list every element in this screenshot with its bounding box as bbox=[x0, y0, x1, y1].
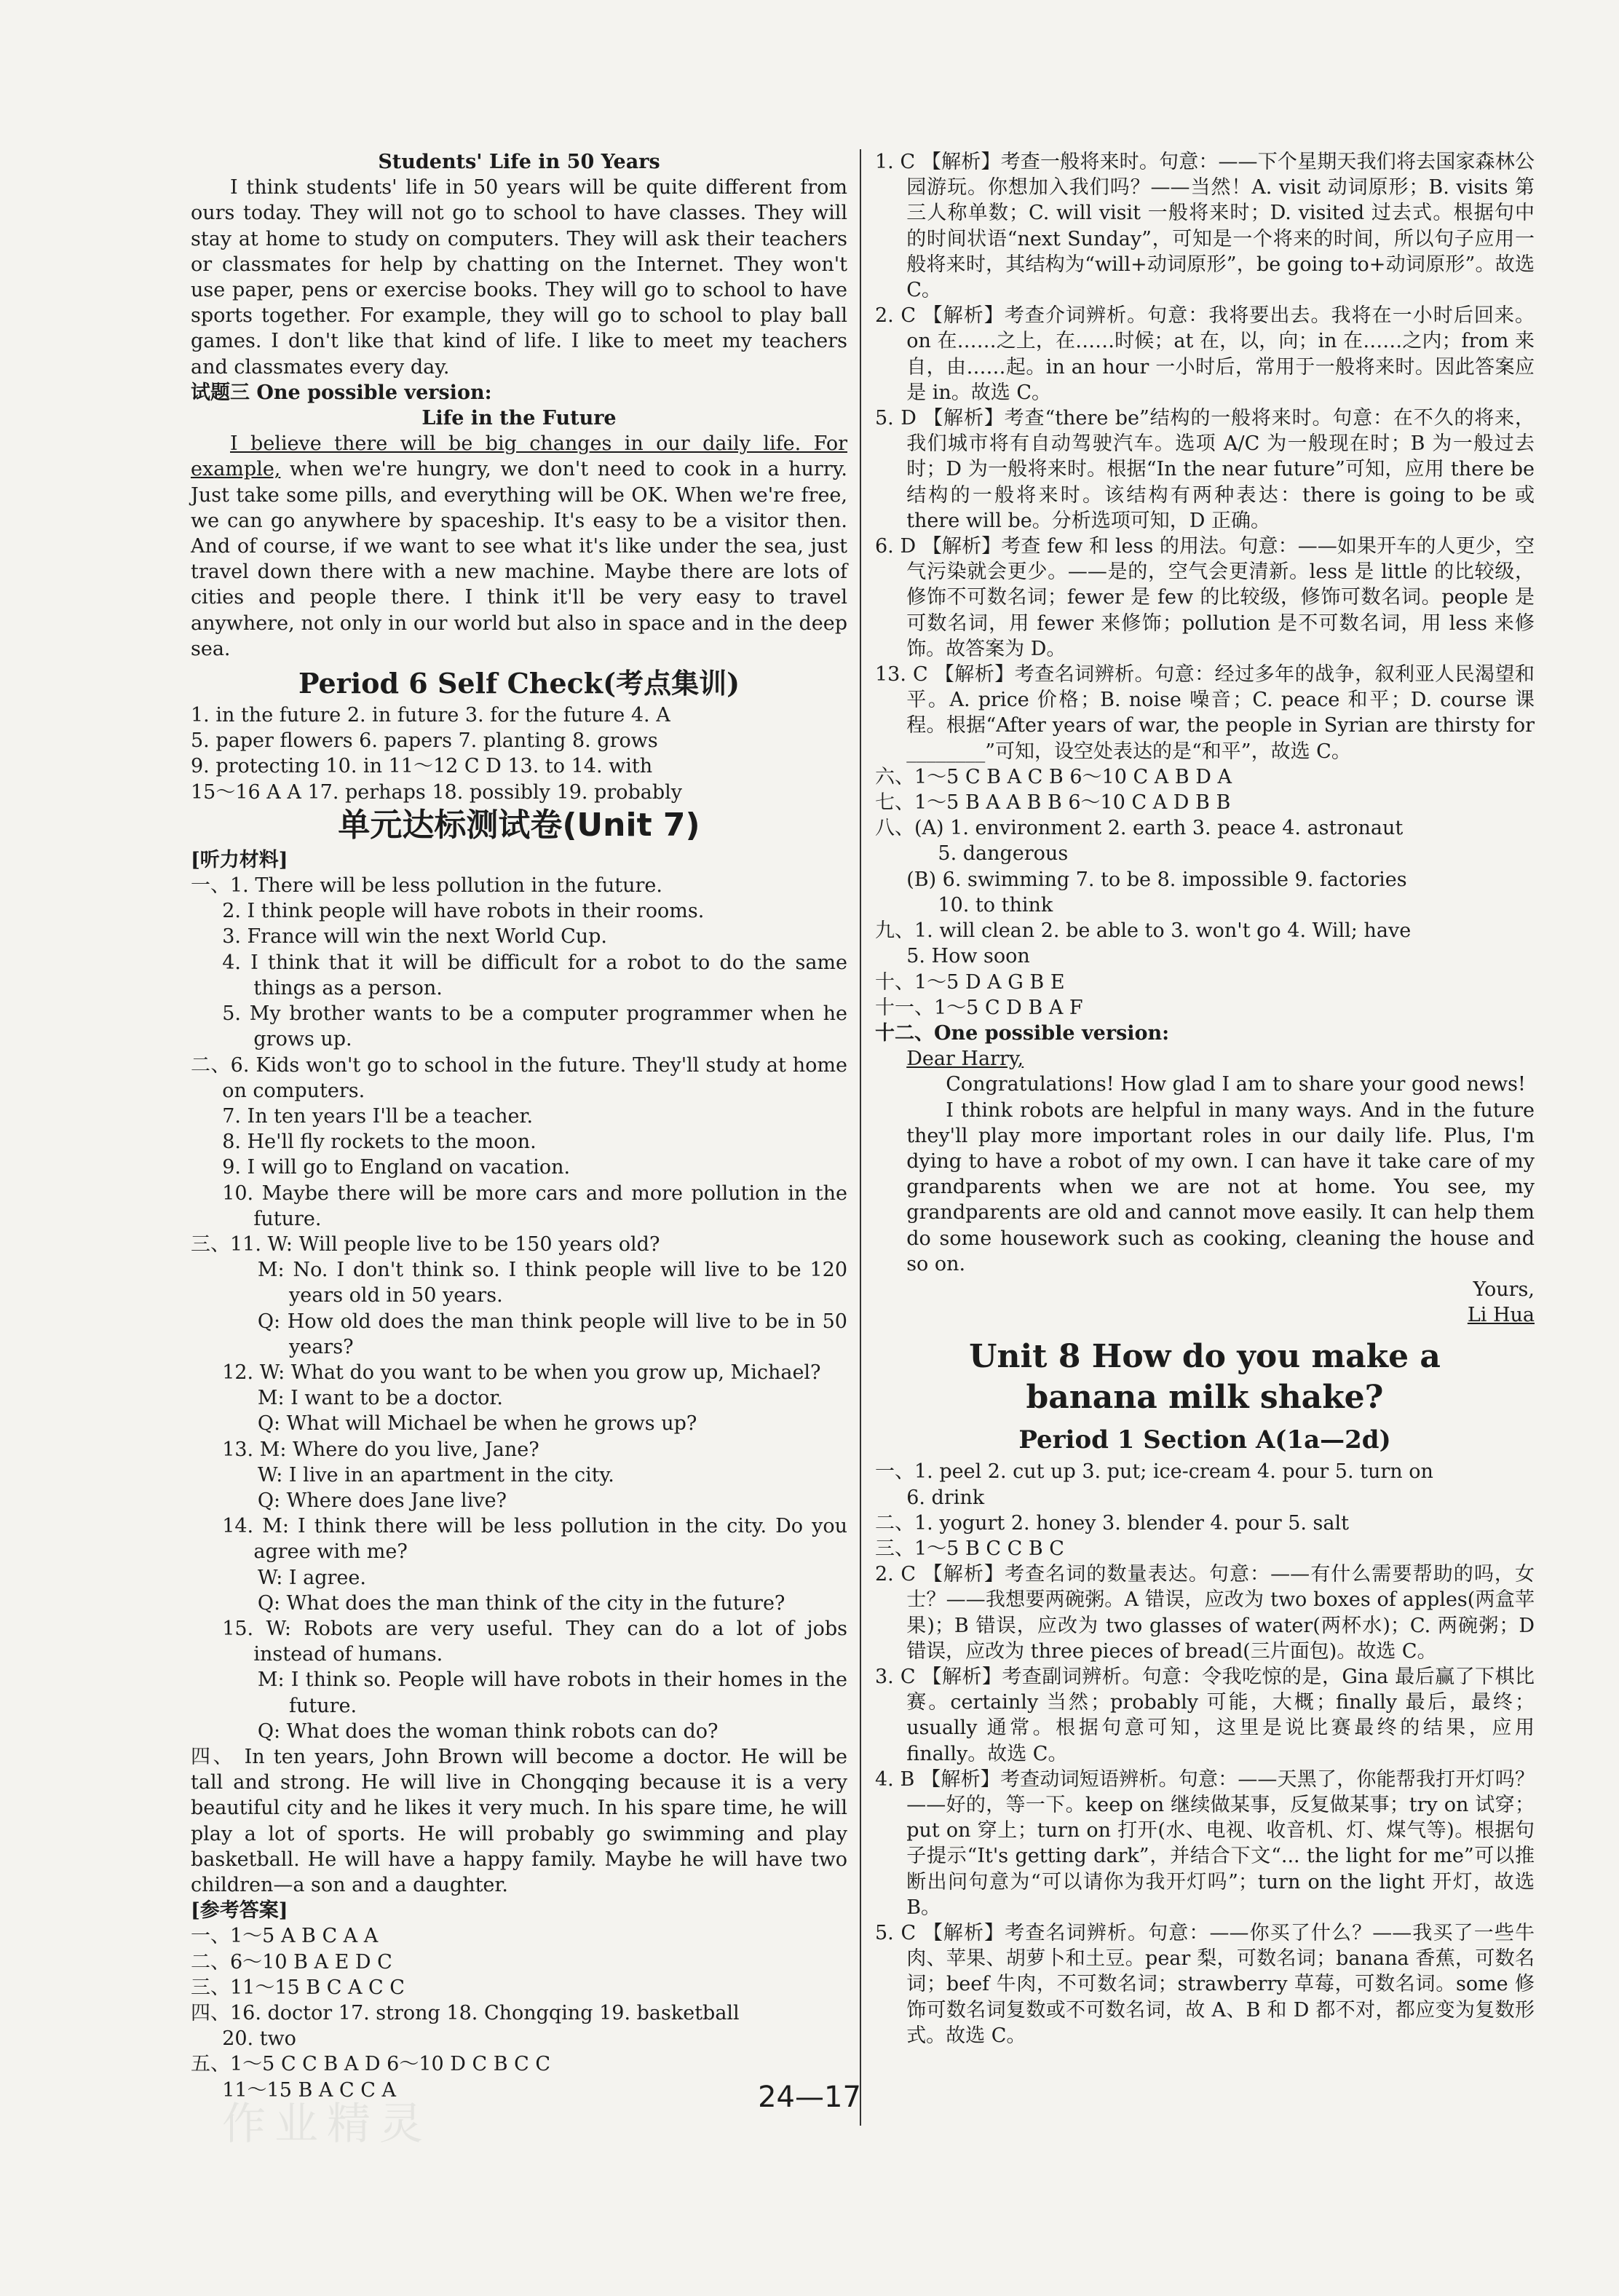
sec3-item: Q: What does the woman think robots can do? bbox=[257, 1719, 719, 1743]
p1-line: 6. drink bbox=[906, 1486, 985, 1509]
future-rest: when we're hungry, we don't need to cook in a hurry. Just take some pills, and everything will be OK. When we're free, we can go anywhere by spaceship. It's easy to be a visitor then. And of course, if we want to see what it's like under the sea, just travel down there with a new machine. Maybe there are lots of cities and people there. I think it'll be very easy to travel anywhere, not only in our world but also in space and in the deep sea. bbox=[191, 458, 847, 660]
watermark-text: 作业精灵 bbox=[222, 2099, 432, 2150]
sec3-item: Q: What will Michael be when he grows up? bbox=[257, 1412, 697, 1436]
explanation-item: 5. D 【解析】考查“there be”结构的一般将来时。句意：在不久的将来，我们城市将有自动驾驶汽车。选项 A/C 为一般现在时；B 为一般过去时；D 为一般将来时。根据“In the near future”可知，应用 there be 结构的一般将来时。该结构有两种表达：there is going to be 或 there will be。分析选项可知，D 正确。 bbox=[875, 407, 1535, 532]
sec1-item: 3. France will win the next World Cup. bbox=[222, 925, 607, 949]
sec2-item: 7. In ten years I'll be a teacher. bbox=[222, 1104, 534, 1128]
answer-line: 一、1～5 A B C A A bbox=[191, 1925, 379, 1948]
explanation-item: 5. C 【解析】考查名词辨析。句意：——你买了什么？——我买了一些牛肉、苹果、胡萝卜和土豆。pear 梨，可数名词；banana 香蕉，可数名词；beef 牛肉，不可数名词；strawberry 草莓，可数名词。some 修饰可数名词复数或不可数名词，故 A、B 和 D 都不对，都应变为复数形式。故选 C。 bbox=[875, 1922, 1535, 2047]
letter-closing: Yours, bbox=[1473, 1278, 1535, 1301]
period6-line: 15～16 A A 17. perhaps 18. possibly 19. probably bbox=[191, 780, 683, 804]
explanation-item: 3. C 【解析】考查副词辨析。句意：令我吃惊的是，Gina 最后赢了下棋比赛。certainly 当然；probably 可能，大概；finally 最后，最终；usually 通常。根据句意可知，这里是说比赛最终的结果，应用 finally。故选 C。 bbox=[875, 1665, 1535, 1765]
period6-line: 1. in the future 2. in future 3. for the future 4. A bbox=[191, 704, 670, 727]
answer-line: 10. to think bbox=[938, 893, 1053, 917]
answer-line: 十、1～5 D A G B E bbox=[875, 970, 1065, 994]
column-divider bbox=[860, 149, 861, 2126]
sec2-item: 10. Maybe there will be more cars and more pollution in the future. bbox=[222, 1181, 847, 1230]
letter-signature: Li Hua bbox=[1467, 1304, 1535, 1327]
unit8-title-line2: banana milk shake? bbox=[1026, 1379, 1384, 1417]
answer-line: 三、11～15 B C A C C bbox=[191, 1976, 405, 1999]
sec3-item: W: I agree. bbox=[257, 1566, 366, 1589]
future-paragraph bbox=[191, 431, 847, 662]
sec3-item: 14. M: I think there will be less pollution in the city. Do you agree with me? bbox=[222, 1515, 847, 1564]
sec3-item: 15. W: Robots are very useful. They can do a lot of jobs instead of humans. bbox=[222, 1617, 847, 1666]
unit8-title-line1: Unit 8 How do you make a bbox=[969, 1338, 1441, 1376]
explanation-item: 1. C 【解析】考查一般将来时。句意：——下个星期天我们将去国家森林公园游玩。你想加入我们吗？——当然！A. visit 动词原形；B. visits 第三人称单数；C. will visit 一般将来时；D. visited 过去式。根据句中的时间状语“next Sunday”，可知是一个将来的时间，所以句子应用一般将来时，其结构为“will+动词原形”，be going to+动词原形”。故选 C。 bbox=[875, 151, 1535, 302]
letter-paragraph: I think robots are helpful in many ways. And in the future they'll play more important roles in our daily life. Plus, I'm dying to have a robot of my own. I can have it take care of my grandparents when we are not at home. You see, my grandparents are old and cannot move easily. It can help them do some housework such as cooking, cleaning the house and so on. bbox=[906, 1098, 1535, 1275]
sec2-item: 8. He'll fly rockets to the moon. bbox=[222, 1131, 537, 1154]
answer-line: 5. How soon bbox=[906, 945, 1030, 968]
answer-line: 七、1～5 B A A B B 6～10 C A D B B bbox=[875, 791, 1231, 815]
future-title: Life in the Future bbox=[421, 407, 617, 430]
sec2-item: 二、6. Kids won't go to school in the future. They'll study at home on computers. bbox=[191, 1053, 847, 1102]
answer-line: 20. two bbox=[222, 2027, 296, 2051]
answer-line: 四、16. doctor 17. strong 18. Chongqing 19. basketball bbox=[191, 2002, 740, 2025]
sec2-item: 9. I will go to England on vacation. bbox=[222, 1156, 571, 1179]
letter-greeting: Dear Harry, bbox=[906, 1048, 1024, 1071]
explanation-item: 2. C 【解析】考查介词辨析。句意：我将要出去。我将在一小时后回来。on 在……之上，在……时候；at 在，以，向；in 在……之内；from 来自，由……起。in an hour 一小时后，常用于一般将来时。因此答案应是 in。故选 C。 bbox=[875, 304, 1535, 404]
answer-line: 五、1～5 C C B A D 6～10 D C B C C bbox=[191, 2053, 551, 2076]
letter-paragraph: Congratulations! How glad I am to share your good news! bbox=[946, 1073, 1526, 1096]
answers-label: [参考答案] bbox=[191, 1899, 288, 1923]
q3-label: 试题三 bbox=[191, 381, 250, 404]
q3-version: One possible version: bbox=[256, 381, 492, 404]
explanation-item: 4. B 【解析】考查动词短语辨析。句意：——天黑了，你能帮我打开灯吗？——好的，等一下。keep on 继续做某事，反复做某事；try on 试穿；put on 穿上；turn on 打开(水、电视、收音机、灯、煤气等)。根据句子提示“It's getting dark”，并结合下文“... the light for me”可以推断出问句意为“可以请你为我开灯吗”；turn on the light 开灯，故选 B。 bbox=[875, 1767, 1535, 1919]
answer-line: 5. dangerous bbox=[938, 842, 1069, 866]
sec3-item: 三、11. W: Will people live to be 150 years old? bbox=[191, 1232, 660, 1256]
answer-line: 11～15 B A C C A bbox=[222, 2078, 396, 2102]
answer-line: 二、6～10 B A E D C bbox=[191, 1950, 392, 1974]
essay-title: Students' Life in 50 Years bbox=[378, 151, 660, 173]
s12-label: 十二、 bbox=[875, 1021, 934, 1045]
s12-heading bbox=[875, 1021, 1535, 1046]
answer-line: (B) 6. swimming 7. to be 8. impossible 9. factories bbox=[906, 868, 1407, 891]
sec4-passage: 四、 In ten years, John Brown will become a doctor. He will be tall and strong. He will live in Chongqing because it is a very beautiful city and he likes it very much. In his spare time, he will play a lot of sports. He will probably go swimming and play basketball. He will have a happy family. Maybe he will have two children—a son and a daughter. bbox=[191, 1745, 847, 1896]
sec1-item: 5. My brother wants to be a computer programmer when he grows up. bbox=[222, 1002, 847, 1051]
answer-line: 九、1. will clean 2. be able to 3. won't go 4. Will; have bbox=[875, 919, 1412, 943]
period1-title: Period 1 Section A(1a—2d) bbox=[1018, 1425, 1391, 1455]
sec3-item: Q: Where does Jane live? bbox=[257, 1489, 507, 1512]
left-column bbox=[191, 149, 847, 2103]
future-underlined: I believe there will be big changes in our daily life. For example, bbox=[191, 432, 847, 481]
p1-line: 一、1. peel 2. cut up 3. put; ice-cream 4. pour 5. turn on bbox=[875, 1460, 1433, 1484]
p1-line: 三、1～5 B C C B C bbox=[875, 1537, 1064, 1560]
listening-label: [听力材料] bbox=[191, 848, 288, 871]
answer-line: 六、1～5 C B A C B 6～10 C A B D A bbox=[875, 765, 1232, 788]
sec3-item: Q: How old does the man think people will live to be in 50 years? bbox=[257, 1310, 847, 1358]
sec3-item: M: I think so. People will have robots in their homes in the future. bbox=[257, 1668, 847, 1717]
essay-paragraph: I think students' life in 50 years will be quite different from ours today. They will not go to school to have classes. They will stay at home to study on computers. They will ask their teachers or classmates for help by chatting on the Internet. They won't use paper, pens or exercise books. They will go to school to have sports together. For example, they will go to school to play ball games. I don't like that kind of life. I like to meet my teachers and classmates every day. bbox=[191, 176, 847, 379]
s12-version: One possible version: bbox=[934, 1021, 1170, 1045]
p1-line: 二、1. yogurt 2. honey 3. blender 4. pour 5. salt bbox=[875, 1511, 1349, 1535]
sec3-item: M: I want to be a doctor. bbox=[257, 1387, 503, 1410]
page-number: 24—17 bbox=[758, 2081, 861, 2114]
explanation-item: 2. C 【解析】考查名词的数量表达。句意：——有什么需要帮助的吗，女士？——我想要两碗粥。A 错误，应改为 two boxes of apples(两盒苹果)；B 错误，应改为 two glasses of water(两杯水)；C. 两碗粥；D 错误，应改为 three pieces of bread(三片面包)。故选 C。 bbox=[875, 1563, 1535, 1663]
sec1-item: 4. I think that it will be difficult for a robot to do the same things as a person. bbox=[222, 951, 847, 999]
explanation-item: 13. C 【解析】考查名词辨析。句意：经过多年的战争，叙利亚人民渴望和平。A. price 价格；B. noise 噪音；C. peace 和平；D. course 课程。根据“After years of war, the people in Syrian are thirsty for ________”可知，设空处表达的是“和平”，故选 C。 bbox=[875, 663, 1535, 763]
right-column bbox=[875, 149, 1535, 2048]
unit7-test-title: 单元达标测试卷(Unit 7) bbox=[338, 806, 700, 844]
sec1-item: 2. I think people will have robots in their rooms. bbox=[222, 900, 705, 923]
answer-line: 八、(A) 1. environment 2. earth 3. peace 4. astronaut bbox=[875, 817, 1404, 840]
sec3-item: 12. W: What do you want to be when you grow up, Michael? bbox=[222, 1361, 821, 1384]
sec3-item: Q: What does the man think of the city in the future? bbox=[257, 1591, 785, 1615]
period6-line: 5. paper flowers 6. papers 7. planting 8. grows bbox=[191, 729, 658, 753]
period6-title: Period 6 Self Check(考点集训) bbox=[298, 667, 740, 700]
sec3-item: 13. M: Where do you live, Jane? bbox=[222, 1438, 539, 1461]
sec3-item: M: No. I don't think so. I think people will live to be 120 years old in 50 years. bbox=[257, 1259, 847, 1307]
answer-line: 十一、1～5 C D B A F bbox=[875, 996, 1083, 1019]
period6-line: 9. protecting 10. in 11～12 C D 13. to 14. with bbox=[191, 755, 653, 778]
sec1-item: 一、1. There will be less pollution in the future. bbox=[191, 874, 662, 898]
explanation-item: 6. D 【解析】考查 few 和 less 的用法。句意：——如果开车的人更少，空气污染就会更少。——是的，空气会更清新。less 是 little 的比较级，修饰不可数名词；fewer 是 few 的比较级，修饰可数名词。people 是可数名词，用 fewer 来修饰；pollution 是不可数名词，用 less 来修饰。故答案为 D。 bbox=[875, 535, 1535, 660]
sec3-item: W: I live in an apartment in the city. bbox=[257, 1463, 614, 1487]
q3-heading bbox=[191, 380, 847, 405]
